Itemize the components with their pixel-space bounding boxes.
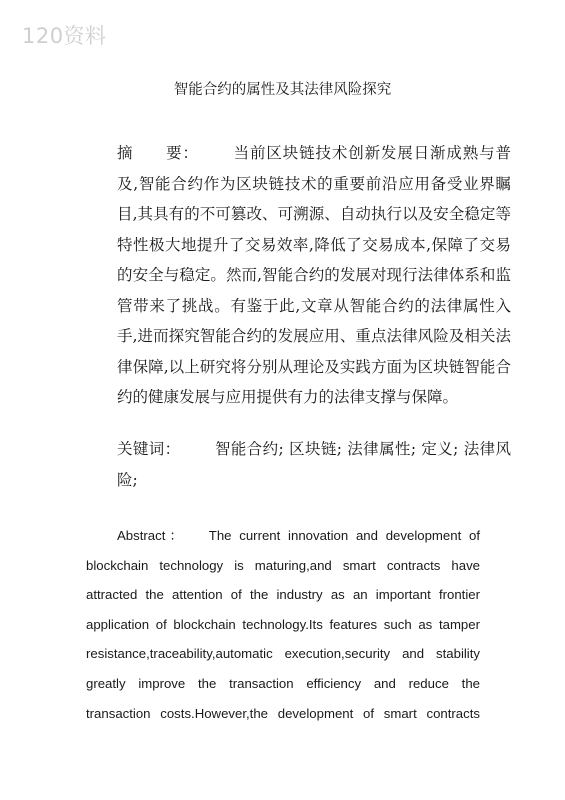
english-abstract bbox=[86, 521, 480, 728]
en-abstract-label: Abstract： bbox=[117, 528, 187, 543]
en-abstract-line: resistance,traceability,automatic execution,security and stability bbox=[86, 646, 480, 662]
en-abstract-line: application of blockchain technology.Its features such as tamper bbox=[86, 616, 480, 632]
chinese-abstract bbox=[86, 138, 511, 413]
abstract-label: 摘 要： bbox=[117, 144, 199, 162]
abstract-text: 当前区块链技术创新发展日渐成熟与普及,智能合约作为区块链技术的重要前沿应用备受业界瞩目,其具有的不可篡改、可溯源、自动执行以及安全稳定等特性极大地提升了交易效率,降低了交易成本,保障了交易的安全与稳定。然而,智能合约的发展对现行法律体系和监管带来了挑战。有鉴于此,文章从智能合约的法律属性入手,进而探究智能合约的发展应用、重点法律风险及相关法律保障,以上研究将分别从理论及实践方面为区块链智能合约的健康发展与应用提供有力的法律支撑与保障。 bbox=[117, 144, 511, 406]
page-title: 智能合约的属性及其法律风险探究 bbox=[173, 82, 392, 98]
keywords-text: 智能合约; 区块链; 法律属性; 定义; 法律风险; bbox=[117, 440, 511, 489]
en-abstract-line bbox=[86, 521, 480, 551]
en-abstract-line: blockchain technology is maturing,and smart contracts have bbox=[86, 557, 480, 573]
en-abstract-line: greatly improve the transaction efficiency and reduce the bbox=[86, 675, 480, 691]
keywords-label: 关键词： bbox=[117, 440, 181, 458]
en-abstract-line: attracted the attention of the industry as an important frontier bbox=[86, 587, 480, 603]
keywords bbox=[86, 434, 511, 495]
watermark: 120资料 bbox=[22, 24, 107, 48]
en-abstract-line: transaction costs.However,the development of smart contracts bbox=[86, 705, 480, 721]
en-abstract-line-text: The current innovation and development of bbox=[208, 528, 480, 543]
